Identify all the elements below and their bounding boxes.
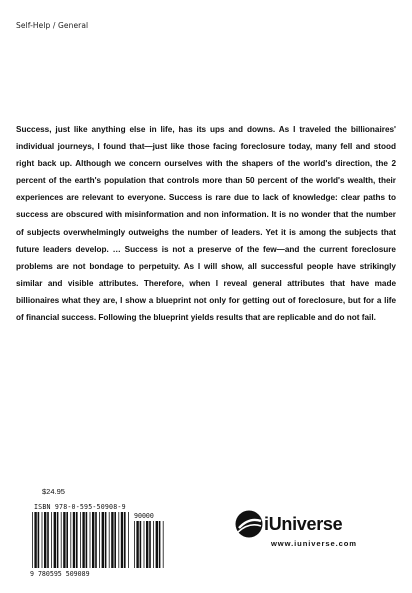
category-label: Self-Help / General: [16, 21, 89, 30]
barcode-icon: [30, 512, 166, 570]
barcode-ean-digits: 9 780595 509089: [30, 570, 90, 578]
publisher-logo: [234, 509, 384, 559]
barcode-addon-number: 90000: [134, 512, 154, 520]
barcode-block: [30, 503, 170, 579]
isbn-label: ISBN 978-0-595-50908-9: [34, 503, 126, 511]
cover-blurb: Success, just like anything else in life, has its ups and downs. As I traveled the billionaires' individual journeys, I found that—just like those facing foreclosure today, many fell and stood right back up. Although we concern ourselves with the shapers of the world's direction, the 2 percent of the earth's population that controls more than 50 percent of the world's wealth, their experiences are relevant to everyone. Success is rare due to lack of knowledge: clear paths to success are obscured with misinformation and non information. It is no wonder that the number of subjects overwhelmingly outweighs the number of leaders. Yet it is among the subjects that future leaders develop. … Success is not a preserve of the few—and the current foreclosure problems are not bondage to perpetuity. As I will show, all successful people have strikingly similar and visible attributes. Therefore, when I reveal general attributes that have made billionaires what they are, I show a blueprint not only for getting out of foreclosure, but for a life of financial success. Following the blueprint yields results that are replicable and do not fail.: [16, 125, 396, 323]
publisher-url: www.iuniverse.com: [271, 539, 357, 548]
price-label: $24.95: [42, 487, 65, 496]
publisher-name: iUniverse: [264, 514, 343, 534]
iuniverse-logo-icon: [234, 509, 264, 539]
